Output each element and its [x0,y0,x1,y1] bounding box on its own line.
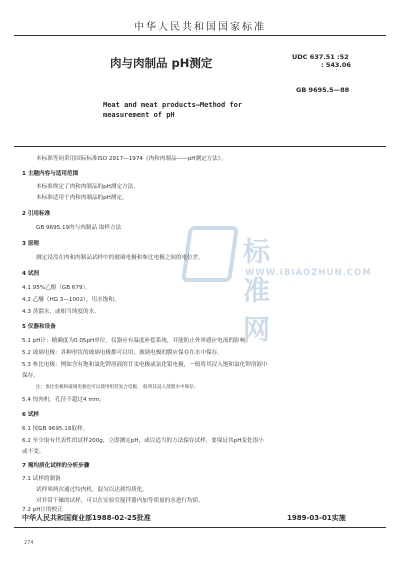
body-line: 测定浸没在肉和肉制品试样中的玻璃电极和参比电极之间的电位差。 [36,255,204,261]
watermark-text: 标准网 [243,237,274,346]
watermark-url: WWW.IBIAOZHUN.COM [245,268,372,278]
body-line: 4.1 95%乙醇（GB 679）。 [22,285,91,291]
section-heading: 3 原理 [22,241,40,247]
section-heading: 5 仪器和设备 [22,324,56,330]
body-line: 对非常干燥的试样，可以在实验室搅拌器内加等质量的水进行均质。 [36,498,204,504]
standard-title: 中华人民共和国国家标准 [134,22,266,33]
section-heading: 6 试样 [22,412,40,418]
body-line: 4.2 乙醚（HG 3—1002），用水饱和。 [22,297,120,303]
body-line: 5.1 pH计：精确度为0.05pH单位。仪器应有温度补偿系统，并能防止外界感应电流的影响。 [22,338,251,344]
body-line: 试样须两次通过绞肉机，混匀以达到均质化。 [36,487,148,493]
body-line: 5.2 玻璃电极：各种形状的玻璃电极都可以用，玻璃电极的膜应保存在水中保存。 [22,350,223,356]
udc-line-2: : 543.06 [321,61,351,69]
approval-line: 中华人民共和国商业部1988-02-25批准 [22,514,151,522]
implementation-date: 1989-03-01实施 [287,514,346,522]
section-heading: 1 主题内容与适用范围 [22,171,79,177]
note-line: 注：参比电极和玻璃电极也可以使用组装复合电极， 般将其浸入蒸馏水中保存。 [36,385,199,390]
body-line: 7.2 pH计的校正 [22,507,63,513]
body-line: 5.4 绞肉机：孔径不超过4 mm。 [22,397,105,403]
body-line: 本标准规定了肉和肉制品的pH测定方法。 [36,184,139,190]
body-line: 本标准等同采用国际标准ISO 2917—1974《肉和肉制品——pH测定方法》。 [36,156,227,162]
section-heading: 2 引用标准 [22,211,51,217]
body-line: 保存。 [22,373,39,379]
english-title [103,100,273,120]
udc-code [292,53,387,69]
body-line: 4.3 蒸馏水，或相当纯度的水。 [22,309,100,315]
body-line: 6.1 按GB 9695.19取样。 [22,426,89,432]
udc-line-1: UDC 637.51 :52 [292,53,349,61]
body-line: 6.2 至少取有代表性的试样200g，立即测定pH，或以适当的方法保存试样，要保证其pH变化很小 [22,438,264,444]
document-title: 肉与肉制品 pH测定 [110,56,213,70]
body-line: 本标准适用于肉和肉制品的pH测定。 [36,195,128,201]
footer-rule [14,527,386,528]
title-rule [14,146,386,147]
section-heading: 4 试剂 [22,271,40,277]
header-rule [14,35,386,36]
body-line: GB 9695.19肉与肉制品 取样方法 [36,225,122,231]
body-line: 7.1 试样的制备 [22,476,61,482]
gb-number: GB 9695.5—88 [296,86,350,94]
body-line: 5.3 参比电极：例如含有饱和氯化钾溶液的甘汞电极或氯化银电极，一般将其浸入饱和氯化钾溶液中 [22,362,268,368]
page-number: 274 [24,540,34,546]
english-title-line-2: measurement of pH [103,111,175,119]
watermark-logo-icon [181,226,239,282]
body-line: 或不变。 [22,449,45,455]
section-heading: 7 需均质化试样的分析步骤 [22,463,90,469]
english-title-line-1: Meat and meat products—Method for [103,101,243,109]
